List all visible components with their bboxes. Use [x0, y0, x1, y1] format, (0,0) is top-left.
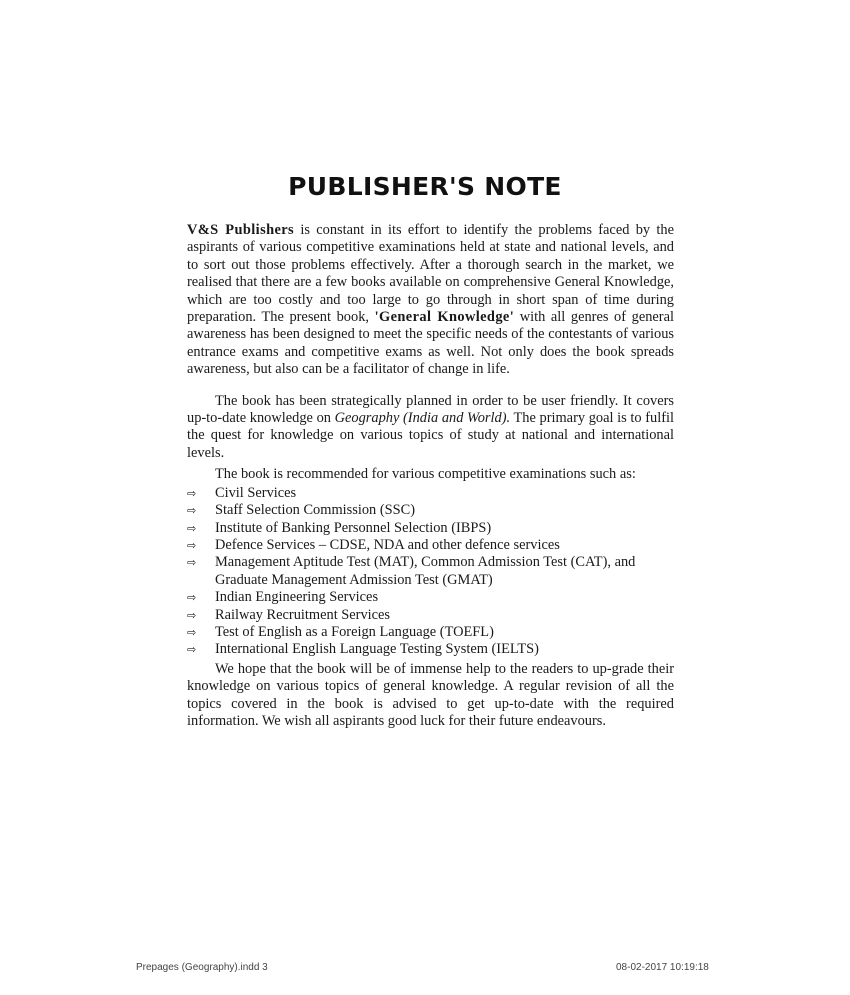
book-title: 'General Knowledge': [374, 309, 515, 326]
exam-name: Railway Recruitment Services: [215, 606, 391, 623]
exam-name: International English Language Testing System (IELTS): [215, 641, 539, 658]
subject-name: Geography (India and World).: [334, 410, 511, 427]
exam-list-item: [187, 589, 674, 606]
planning-paragraph: [187, 393, 674, 463]
intro-text-b: with all genres of general awareness has been designed to meet the specific needs of the contestants of various entrance exams and competitive exams as well. Not only does the book spreads awareness, but also can be a facilitator of change in life.: [187, 309, 674, 378]
exam-name: Civil Services: [215, 484, 297, 501]
closing-paragraph: We hope that the book will be of immense help to the readers to up-grade their knowledge on various topics of general knowledge. A regular revision of all the topics covered in the book is advised to get up-to-date with the required information. We wish all aspirants good luck for their future endeavours.: [187, 660, 674, 729]
footer-filename: Prepages (Geography).indd 3: [136, 962, 268, 973]
exam-list-item: [187, 485, 674, 502]
exam-name: Indian Engineering Services: [215, 589, 379, 606]
note-body: [187, 222, 674, 730]
hollow-arrow-icon: ⇨: [187, 504, 197, 518]
exam-name: Staff Selection Commission (SSC): [215, 502, 416, 519]
exam-list-item: [187, 537, 674, 554]
hollow-arrow-icon: ⇨: [187, 608, 197, 622]
footer-timestamp: 08-02-2017 10:19:18: [616, 962, 709, 973]
publisher-name: V&S Publishers: [187, 222, 295, 238]
recommendation-paragraph: The book is recommended for various competitive examinations such as:: [215, 466, 636, 483]
planning-text-a: The book has been strategically planned in order to be user friendly. It covers up-to-date knowledge on: [187, 392, 674, 427]
exam-name: Defence Services – CDSE, NDA and other defence services: [215, 536, 560, 553]
exam-list-item: [187, 520, 674, 537]
hollow-arrow-icon: ⇨: [187, 486, 197, 500]
exam-name: Management Aptitude Test (MAT), Common Admission Test (CAT), and Graduate Management Admission Test (GMAT): [215, 554, 636, 588]
intro-text-a: is constant in its effort to identify the problems faced by the aspirants of various competitive examinations held at state and national levels, and to sort out those problems effectively. After a thorough search in the market, we realised that there are a few books available on comprehensive General Knowledge, which are too costly and too large to go through in short span of time during preparation. The present book,: [187, 222, 674, 326]
intro-paragraph: [187, 222, 674, 379]
hollow-arrow-icon: ⇨: [187, 643, 197, 657]
hollow-arrow-icon: ⇨: [187, 625, 197, 639]
exam-list-item: [187, 502, 674, 519]
exam-list-item: [187, 607, 674, 624]
exam-list: [187, 485, 674, 659]
page-title: PUBLISHER'S NOTE: [288, 172, 562, 201]
exam-list-item: [187, 624, 674, 641]
exam-list-item: [187, 554, 674, 589]
hollow-arrow-icon: ⇨: [187, 556, 197, 570]
exam-name: Institute of Banking Personnel Selection (IBPS): [215, 519, 492, 536]
hollow-arrow-icon: ⇨: [187, 538, 197, 552]
hollow-arrow-icon: ⇨: [187, 591, 197, 605]
hollow-arrow-icon: ⇨: [187, 521, 197, 535]
planning-text-b: The primary goal is to fulfil the quest for knowledge on various topics of study at national and international levels.: [187, 410, 674, 461]
exam-list-item: [187, 641, 674, 658]
exam-name: Test of English as a Foreign Language (TOEFL): [215, 623, 494, 640]
